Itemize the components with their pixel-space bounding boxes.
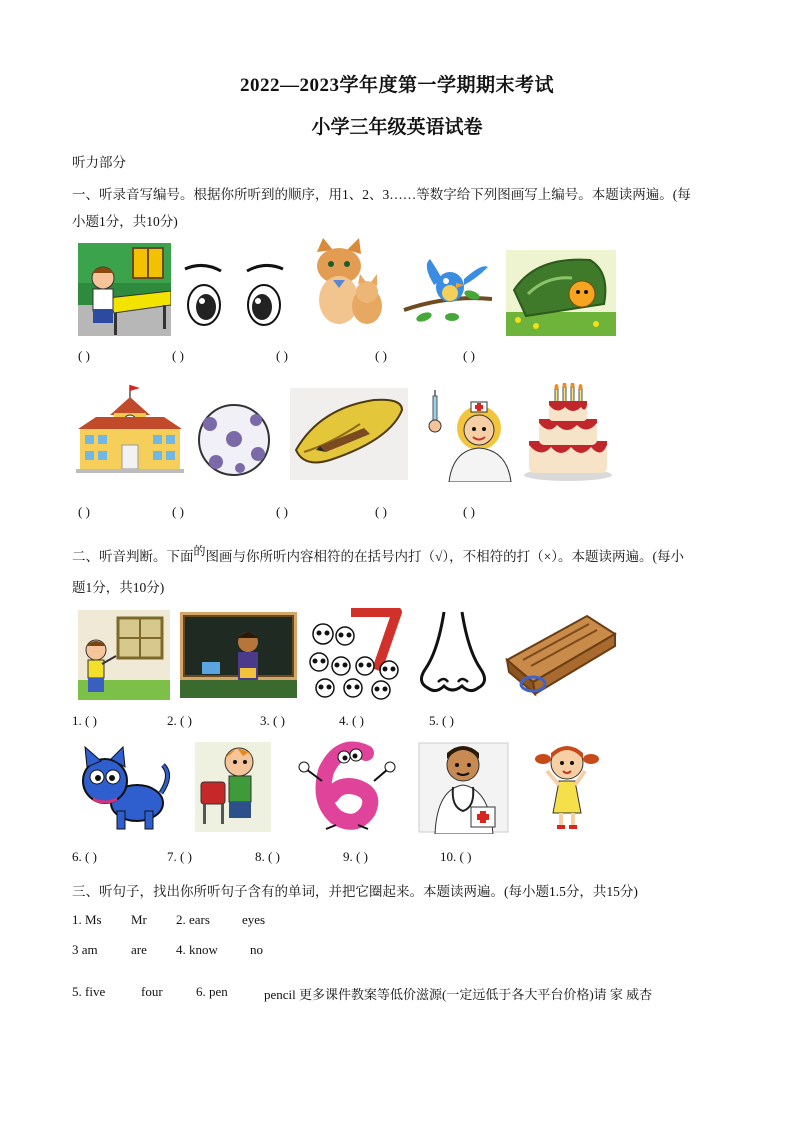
boy-chair-picture — [195, 742, 271, 832]
answer-blank[interactable]: ( ) — [172, 504, 184, 519]
answer-blank[interactable]: ( ) — [276, 504, 288, 519]
word-option[interactable]: Mr — [131, 912, 147, 927]
answer-blank[interactable]: ( ) — [78, 348, 90, 363]
part3-instruction: 三、听句子，找出你所听句子含有的单词，并把它圈起来。本题读两遍。(每小题1.5分，共15分) — [72, 884, 638, 899]
answer-blank-9[interactable]: 9. ( ) — [343, 849, 368, 864]
word-option[interactable]: are — [131, 942, 147, 957]
book-picture — [503, 612, 617, 698]
teacher-blackboard-picture — [180, 612, 297, 698]
word-option[interactable]: four — [141, 984, 163, 999]
word-option[interactable]: 3 am — [72, 942, 98, 957]
ball-picture — [196, 402, 272, 478]
answer-blank-6[interactable]: 6. ( ) — [72, 849, 97, 864]
boy-desk-picture — [78, 243, 171, 336]
section-listening: 听力部分 — [72, 155, 126, 170]
word-option[interactable]: 5. five — [72, 984, 106, 999]
answer-blank[interactable]: ( ) — [463, 504, 475, 519]
answer-blank-5[interactable]: 5. ( ) — [429, 713, 454, 728]
pandas-seven-picture — [305, 608, 409, 700]
answer-blank-10[interactable]: 10. ( ) — [440, 849, 472, 864]
word-option[interactable]: no — [250, 942, 263, 957]
eyes-picture — [181, 261, 288, 331]
word-option[interactable]: eyes — [242, 912, 266, 927]
school-picture — [76, 383, 184, 473]
answer-blank[interactable]: ( ) — [172, 348, 184, 363]
answer-blank[interactable]: ( ) — [276, 348, 288, 363]
answer-blank-7[interactable]: 7. ( ) — [167, 849, 192, 864]
nurse-picture — [415, 390, 518, 482]
part1-instruction-line2: 小题1分，共10分) — [72, 214, 178, 229]
answer-blank-8[interactable]: 8. ( ) — [255, 849, 280, 864]
word-option[interactable]: 1. Ms — [72, 912, 102, 927]
pencil-box-picture — [290, 388, 408, 480]
word-option[interactable]: 6. pen — [196, 984, 228, 999]
answer-blank[interactable]: ( ) — [463, 348, 475, 363]
part1-instruction-line1: 一、听录音写编号。根据你所听到的顺序，用1、2、3……等数字给下列图画写上编号。本题读两遍。(每 — [72, 187, 691, 202]
blue-cat-picture — [77, 745, 170, 831]
answer-blank-3[interactable]: 3. ( ) — [260, 713, 285, 728]
cake-picture — [521, 383, 616, 481]
bird-picture — [402, 255, 494, 331]
cats-picture — [303, 238, 386, 328]
word-option[interactable]: 2. ears — [176, 912, 210, 927]
doctor-picture — [417, 741, 510, 834]
answer-blank[interactable]: ( ) — [375, 504, 387, 519]
answer-blank[interactable]: ( ) — [375, 348, 387, 363]
answer-blank[interactable]: ( ) — [78, 504, 90, 519]
word-option[interactable]: 4. know — [176, 942, 218, 957]
boy-window-picture — [78, 610, 170, 700]
girl-picture — [533, 741, 601, 831]
answer-blank-4[interactable]: 4. ( ) — [339, 713, 364, 728]
answer-blank-2[interactable]: 2. ( ) — [167, 713, 192, 728]
tiger-bag-picture — [506, 250, 616, 336]
exam-title: 2022—2023学年度第一学期期末考试 — [239, 75, 554, 96]
answer-blank-1[interactable]: 1. ( ) — [72, 713, 97, 728]
exam-subtitle: 小学三年级英语试卷 — [311, 117, 483, 138]
number-six-picture — [296, 741, 398, 831]
word-option-with-note[interactable]: pencil 更多课件教案等低价滋源(一定远低于各大平台价格)请 家 威杏 — [264, 987, 653, 1002]
part2-instruction-line2: 题1分，共10分) — [72, 580, 165, 595]
part2-instruction-line1: 二、听音判断。下面的图画与你所听内容相符的在括号内打（√），不相符的打（×）。本题读两遍。(每小 — [72, 544, 685, 564]
nose-picture — [416, 610, 490, 698]
